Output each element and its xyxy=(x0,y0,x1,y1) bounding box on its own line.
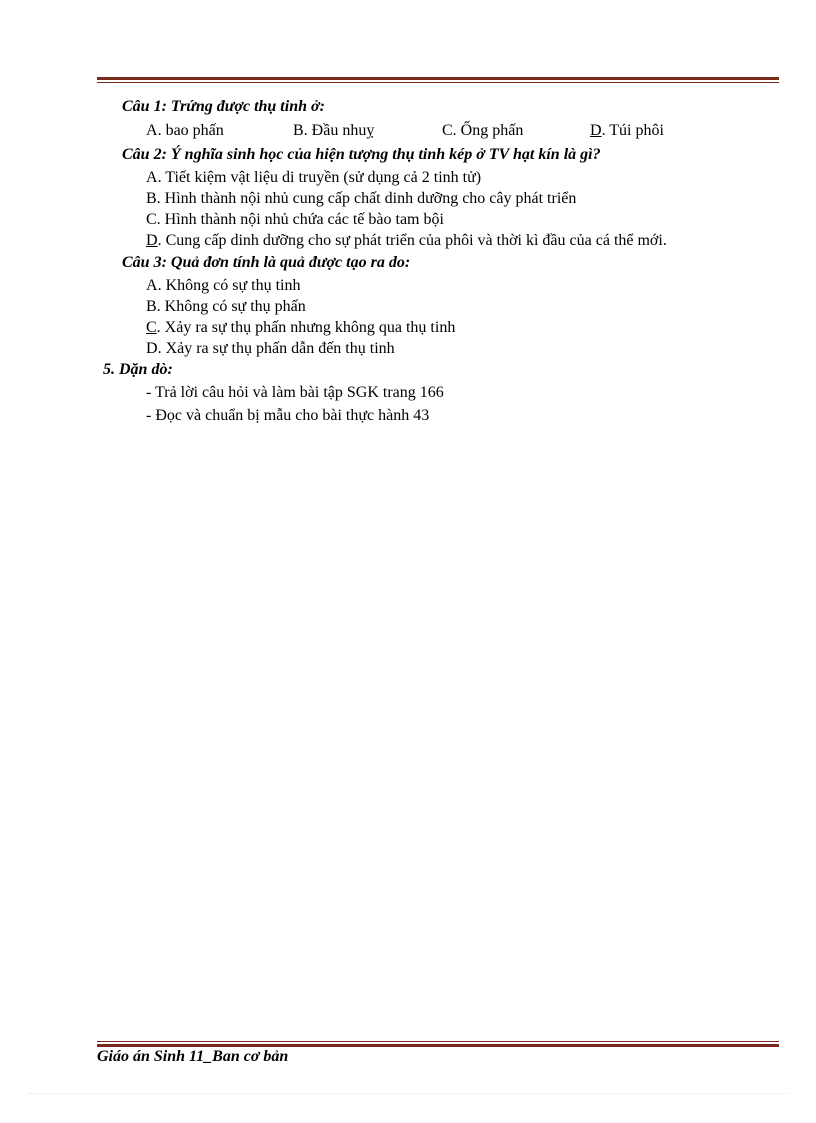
question-1-option-a: A. bao phấn xyxy=(146,122,224,139)
footer-rule xyxy=(97,1041,779,1047)
question-1-title: Câu 1: Trứng được thụ tinh ở: xyxy=(122,98,325,115)
question-3-option-b: B. Không có sự thụ phấn xyxy=(146,298,306,315)
question-2-option-a: A. Tiết kiệm vật liệu di truyền (sử dụng cả 2 tinh tử) xyxy=(146,169,482,186)
question-3-option-a: A. Không có sự thụ tinh xyxy=(146,277,301,294)
question-3-option-c-correct: C. Xảy ra sự thụ phấn nhưng không qua thụ tinh xyxy=(146,319,456,336)
homework-title: 5. Dặn dò: xyxy=(103,361,173,378)
page-edge-divider xyxy=(28,1093,788,1094)
question-3-option-d: D. Xảy ra sự thụ phấn dẫn đến thụ tinh xyxy=(146,340,395,357)
correct-answer-marker: D xyxy=(590,122,602,139)
correct-answer-marker: C xyxy=(146,319,157,336)
question-2-option-d-correct: D. Cung cấp dinh dưỡng cho sự phát triển của phôi và thời kì đầu của cá thể mới. xyxy=(146,232,667,249)
question-1-option-c: C. Ống phấn xyxy=(442,122,524,139)
question-3-title: Câu 3: Quả đơn tính là quả được tạo ra do: xyxy=(122,254,411,271)
question-1-option-b: B. Đầu nhuỵ xyxy=(293,122,375,139)
question-2-option-c: C. Hình thành nội nhủ chứa các tế bào tam bội xyxy=(146,211,444,228)
question-1-option-d-correct: D. Túi phôi xyxy=(590,122,664,139)
question-2-option-b: B. Hình thành nội nhủ cung cấp chất dinh dưỡng cho cây phát triển xyxy=(146,190,577,207)
homework-item-2: - Đọc và chuẩn bị mẫu cho bài thực hành 43 xyxy=(146,407,430,424)
page-footer: Giáo án Sinh 11_Ban cơ bản xyxy=(97,1048,289,1065)
correct-answer-marker: D xyxy=(146,232,158,249)
question-2-title: Câu 2: Ý nghĩa sinh học của hiện tượng thụ tinh kép ở TV hạt kín là gì? xyxy=(122,146,601,163)
header-rule xyxy=(97,77,779,83)
homework-item-1: - Trả lời câu hỏi và làm bài tập SGK trang 166 xyxy=(146,384,444,401)
